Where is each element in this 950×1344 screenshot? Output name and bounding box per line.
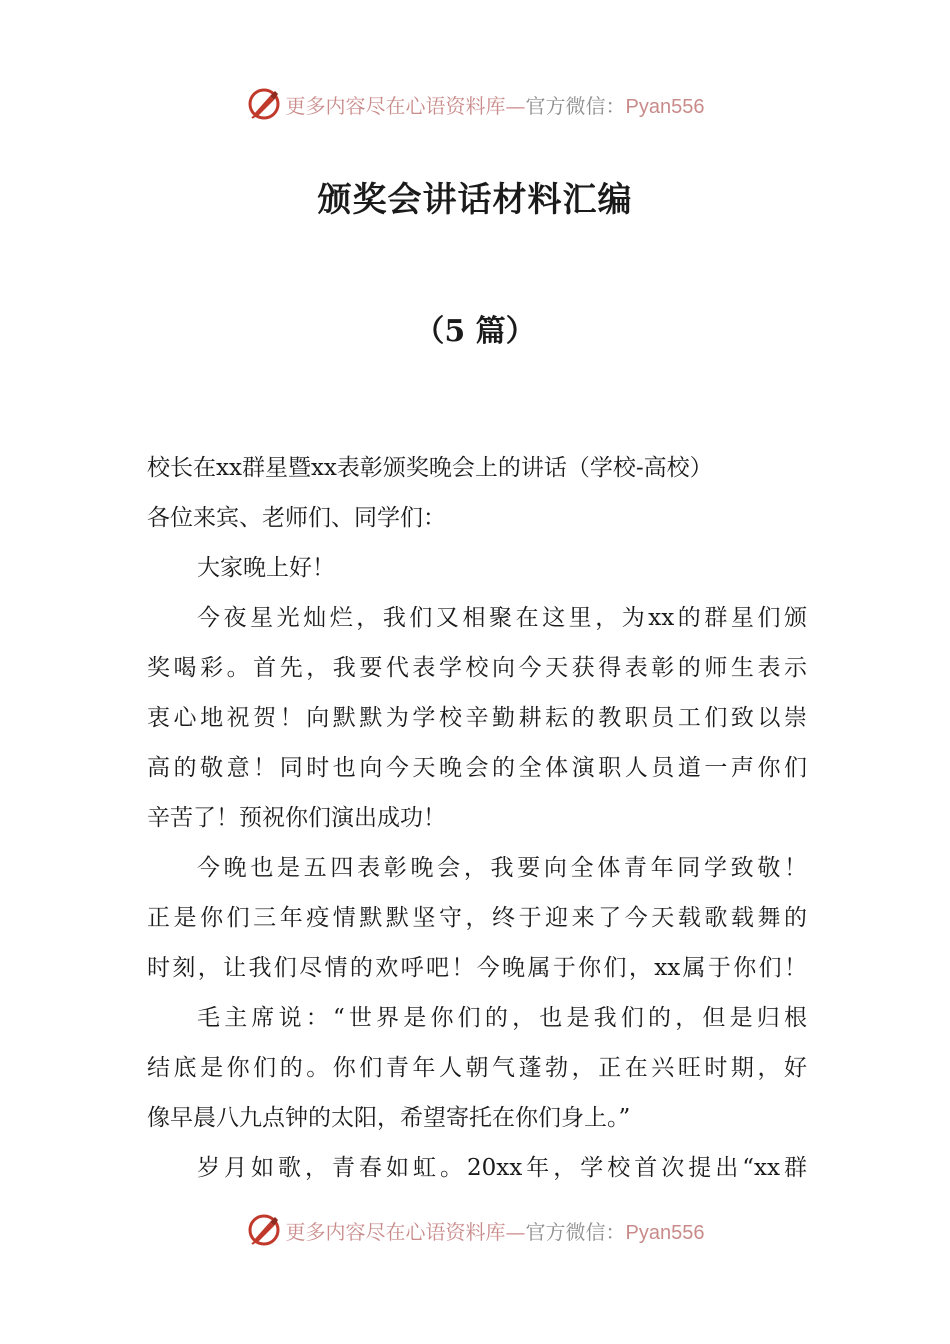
watermark-handle: Pyan556 bbox=[625, 95, 705, 118]
pen-nib-circle-icon bbox=[246, 1212, 282, 1248]
pen-nib-circle-icon bbox=[246, 86, 282, 122]
body-line: 今夜星光灿烂，我们又相聚在这里，为xx的群星们颁 bbox=[197, 605, 807, 631]
body-line: 今晚也是五四表彰晚会，我要向全体青年同学致敬！ bbox=[197, 855, 807, 881]
watermark-text bbox=[286, 90, 705, 119]
watermark-handle: Pyan556 bbox=[625, 1221, 705, 1244]
body-line: 像早晨八九点钟的太阳，希望寄托在你们身上。” bbox=[147, 1105, 631, 1131]
document-subtitle: （5 篇） bbox=[414, 314, 536, 349]
salutation: 各位来宾、老师们、同学们： bbox=[147, 505, 446, 531]
watermark-separator: — bbox=[505, 1219, 526, 1244]
body-line: 正是你们三年疫情默默坚守，终于迎来了今天载歌载舞的 bbox=[147, 905, 807, 931]
watermark-main-text: 更多内容尽在心语资料库 bbox=[285, 1219, 506, 1244]
watermark-official-label: 官方微信： bbox=[525, 93, 626, 118]
body-line: 岁月如歌，青春如虹。20xx年，学校首次提出“xx群 bbox=[197, 1155, 807, 1181]
watermark-separator: — bbox=[505, 93, 526, 118]
document-title: 颁奖会讲话材料汇编 bbox=[317, 180, 633, 220]
watermark-main-text: 更多内容尽在心语资料库 bbox=[285, 93, 506, 118]
watermark-official-label: 官方微信： bbox=[525, 1219, 626, 1244]
body-line: 结底是你们的。你们青年人朝气蓬勃，正在兴旺时期，好 bbox=[147, 1055, 807, 1081]
body-line: 辛苦了！预祝你们演出成功！ bbox=[147, 805, 446, 831]
header-watermark bbox=[0, 82, 950, 126]
body-line: 毛主席说：“世界是你们的，也是我们的，但是归根 bbox=[197, 1005, 807, 1031]
greeting: 大家晚上好！ bbox=[197, 555, 335, 581]
body-line: 时刻，让我们尽情的欢呼吧！今晚属于你们，xx属于你们！ bbox=[147, 955, 807, 981]
footer-watermark bbox=[0, 1208, 950, 1252]
watermark-text bbox=[286, 1216, 705, 1245]
speech-heading: 校长在xx群星暨xx表彰颁奖晚会上的讲话（学校-高校） bbox=[147, 455, 713, 481]
body-line: 奖喝彩。首先，我要代表学校向今天获得表彰的师生表示 bbox=[147, 655, 807, 681]
body-line: 高的敬意！同时也向今天晚会的全体演职人员道一声你们 bbox=[147, 755, 807, 781]
document-body bbox=[147, 443, 807, 1193]
body-line: 衷心地祝贺！向默默为学校辛勤耕耘的教职员工们致以崇 bbox=[147, 705, 807, 731]
